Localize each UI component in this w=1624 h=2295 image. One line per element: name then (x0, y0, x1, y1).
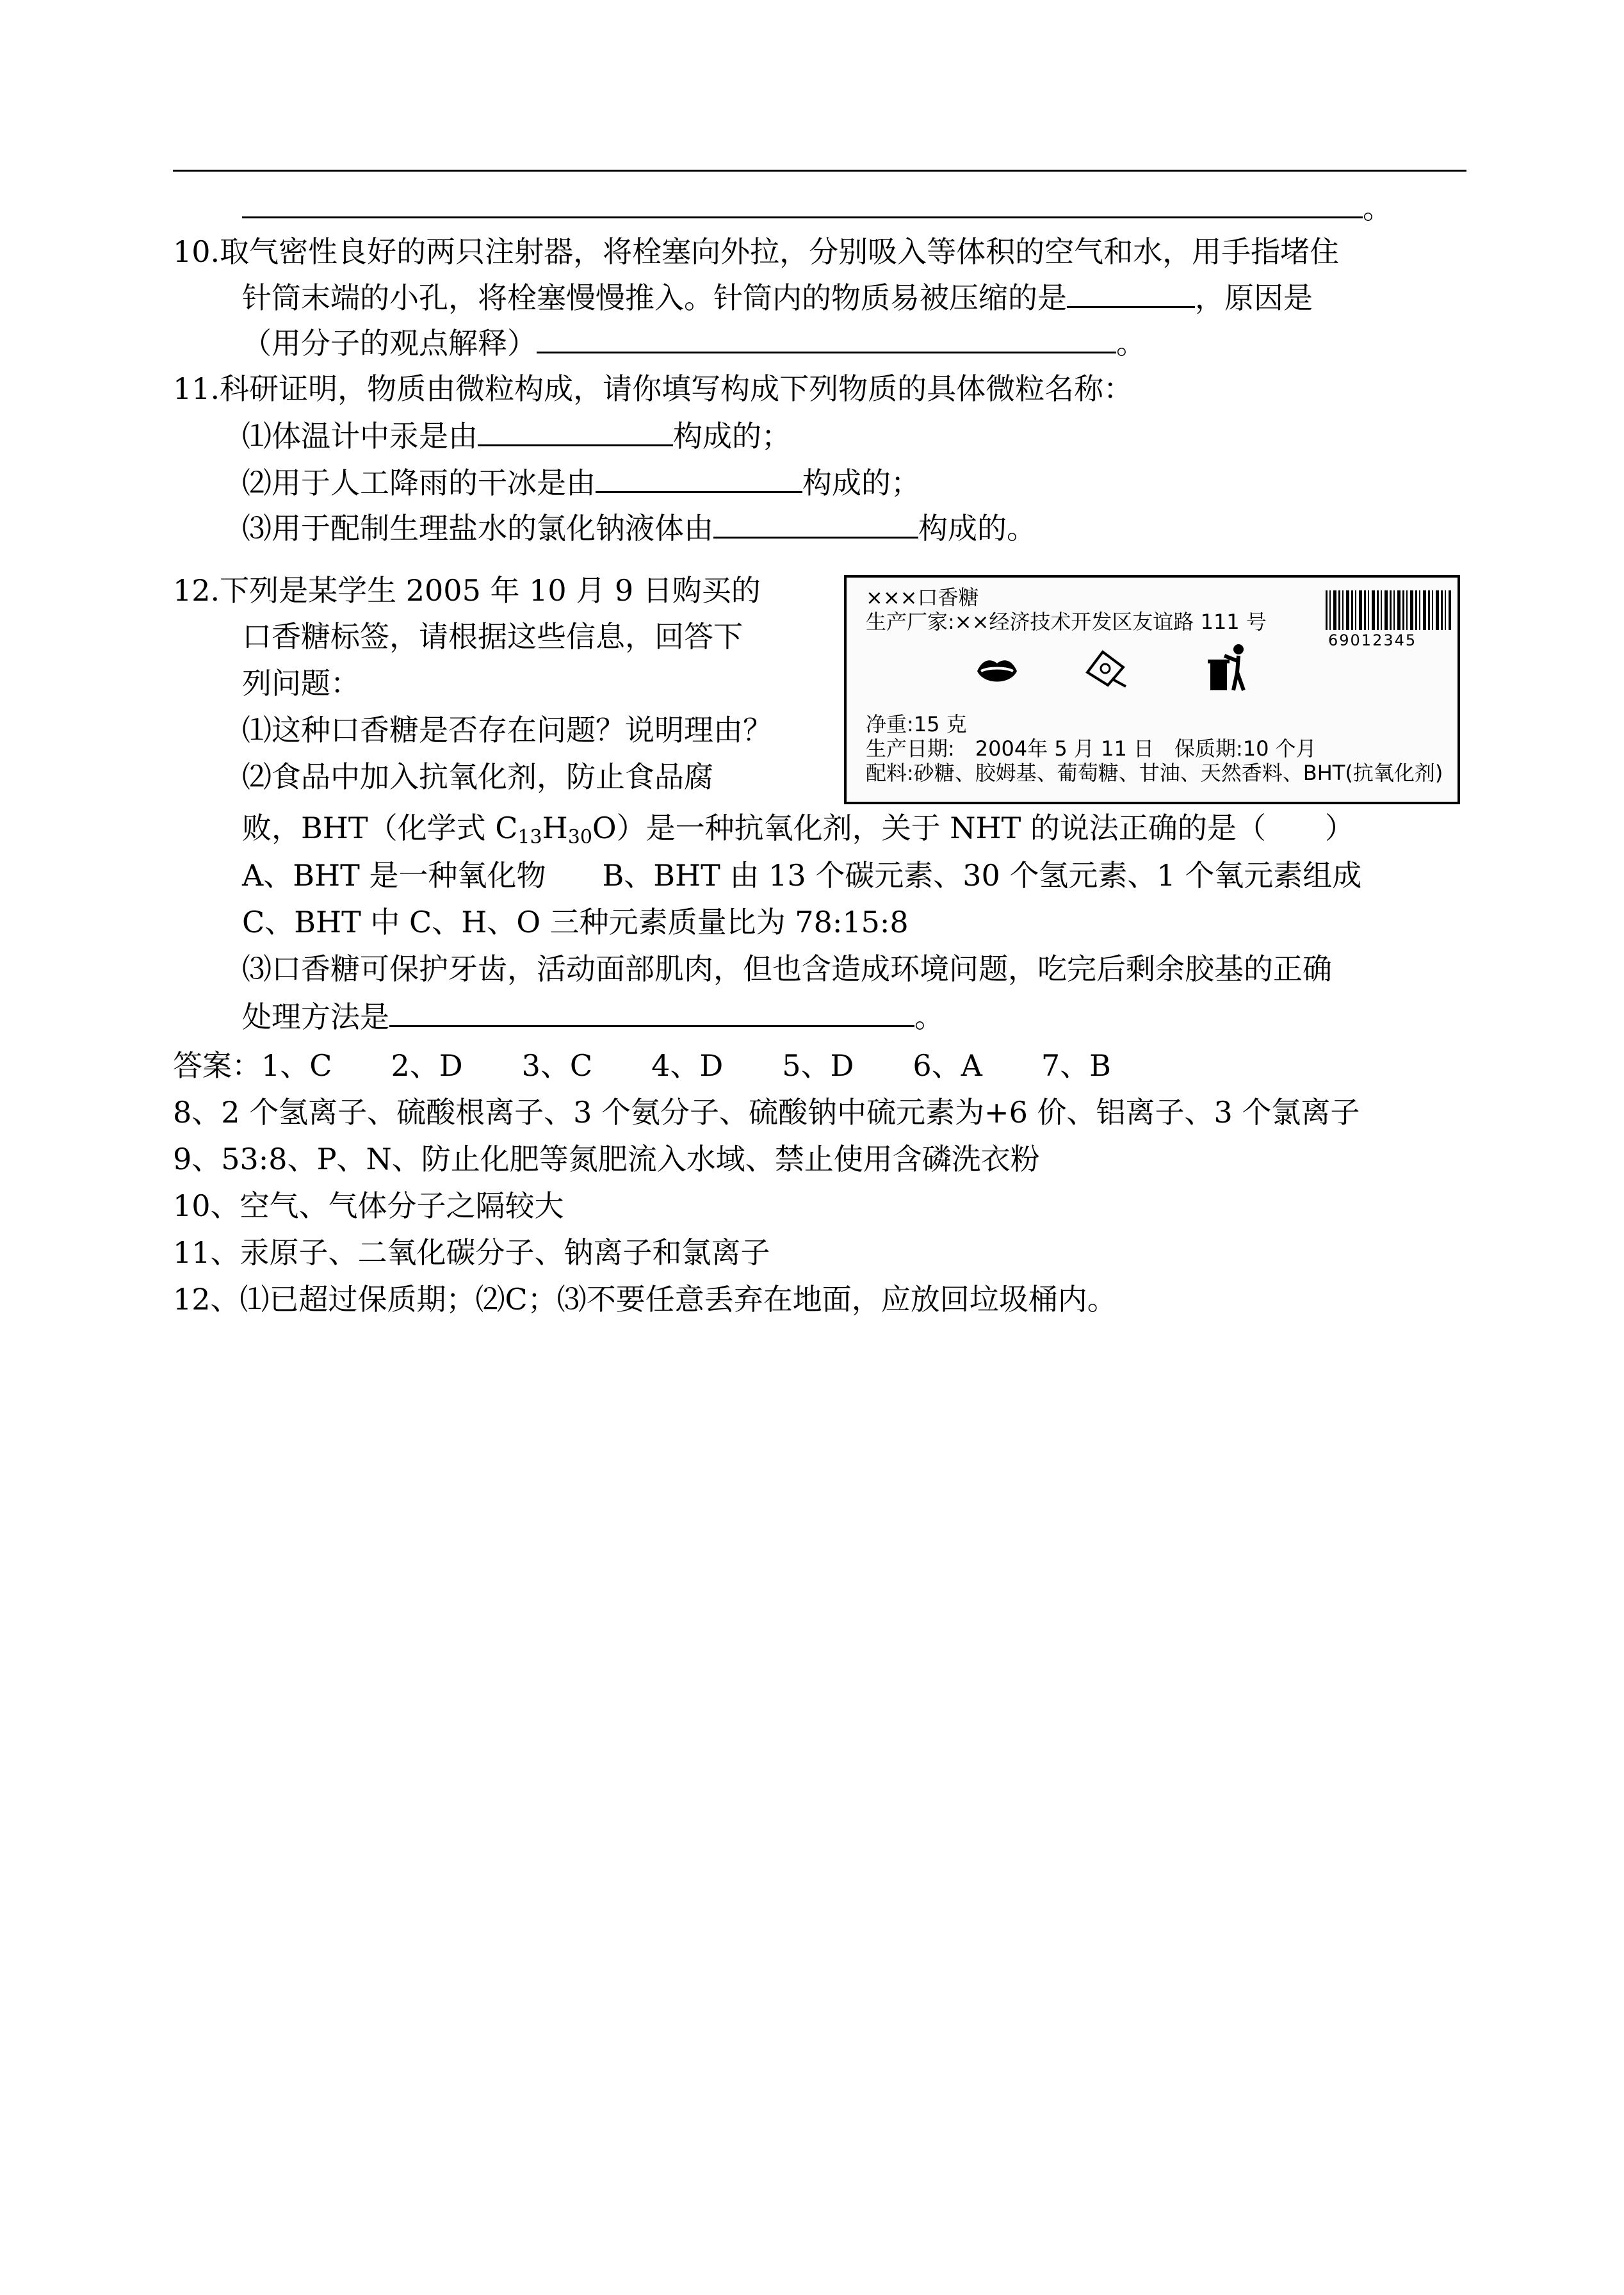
answer-blank (478, 416, 673, 446)
q12-line2: 口香糖标签，请根据这些信息，回答下 (242, 619, 743, 654)
q11-item1: ⑴体温计中汞是由 构成的； (242, 416, 791, 455)
option-b: B、BHT 由 13 个碳元素、30 个氢元素、1 个氧元素组成 (602, 858, 1362, 893)
q12-line3: 列问题： (242, 666, 360, 701)
gum-label-image (844, 575, 1460, 804)
q9-answer-line: 。 (242, 188, 1392, 227)
option-c: C、BHT 中 C、H、O 三种元素质量比为 78:15:8 (242, 905, 909, 939)
option-a: A、BHT 是一种氧化物 (242, 858, 546, 893)
q10-line1: 10.取气密性良好的两只注射器，将栓塞向外拉，分别吸入等体积的空气和水，用手指堵住 (173, 234, 1340, 269)
label-ingredients: 配料:砂糖、胶姆基、葡萄糖、甘油、天然香料、BHT(抗氧化剂) (866, 761, 1443, 785)
q11-stem: 11.科研证明，物质由微粒构成，请你填写构成下列物质的具体微粒名称： (173, 371, 1133, 406)
q11-item3: ⑶用于配制生理盐水的氯化钠液体由 构成的。 (242, 508, 1036, 547)
answer-11: 11、汞原子、二氧化碳分子、钠离子和氯离子 (173, 1235, 770, 1270)
q12-item3: ⑶口香糖可保护牙齿，活动面部肌肉，但也含造成环境问题，吃完后剩余胶基的正确 (242, 952, 1332, 986)
answer-blank (596, 463, 802, 493)
q10-line2: 针筒末端的小孔，将栓塞慢慢推入。针筒内的物质易被压缩的是 ，原因是 (242, 278, 1313, 316)
q12-item3-cont: 处理方法是 。 (242, 997, 944, 1035)
q10-line3: （用分子的观点解释） 。 (242, 323, 1146, 362)
q12-item2: ⑵食品中加入抗氧化剂，防止食品腐 (242, 759, 713, 794)
lips-icon (975, 653, 1019, 689)
label-production-date: 生产日期: 2004年 5 月 11 日 保质期:10 个月 (866, 736, 1317, 761)
label-product-name: ×××口香糖 (866, 585, 979, 610)
answer-blank (242, 188, 1363, 218)
answer-blank (713, 508, 918, 539)
q11-item2: ⑵用于人工降雨的干冰是由 构成的； (242, 463, 920, 501)
answer-blank (1067, 278, 1195, 308)
answers-1-7: 答案：1、C 2、D 3、C 4、D 5、D 6、A 7、B (173, 1048, 1111, 1083)
header-rule (173, 170, 1466, 172)
q12-item2-cont: 败，BHT（化学式 $C_{13}H_{30}O$）是一种抗氧化剂，关于 NHT 的说法正确的是（ ） (242, 811, 1354, 848)
label-manufacturer: 生产厂家:××经济技术开发区友谊路 111 号 (866, 610, 1267, 634)
label-barcode-number: 69012345 (1328, 631, 1417, 649)
chewing-gum-icon (1084, 647, 1130, 689)
q12-item1: ⑴这种口香糖是否存在问题？说明理由？ (242, 713, 772, 747)
label-net-weight: 净重:15 克 (866, 712, 967, 736)
q12-line1: 12.下列是某学生 2005 年 10 月 9 日购买的 (173, 573, 761, 608)
answer-10: 10、空气、气体分子之隔较大 (173, 1188, 564, 1223)
answer-9: 9、53:8、P、N、防止化肥等氮肥流入水域、禁止使用含磷洗衣粉 (173, 1142, 1040, 1176)
answer-12: 12、⑴已超过保质期；⑵C；⑶不要任意丢弃在地面，应放回垃圾桶内。 (173, 1282, 1117, 1317)
trash-bin-icon (1205, 642, 1250, 693)
answer-blank (389, 997, 914, 1027)
answer-8: 8、2 个氢离子、硫酸根离子、3 个氨分子、硫酸钠中硫元素为+6 价、铝离子、3 个氯离子 (173, 1095, 1360, 1130)
q12-options-ab (242, 856, 1361, 895)
answer-blank (537, 323, 1116, 353)
barcode-icon (1326, 590, 1451, 630)
